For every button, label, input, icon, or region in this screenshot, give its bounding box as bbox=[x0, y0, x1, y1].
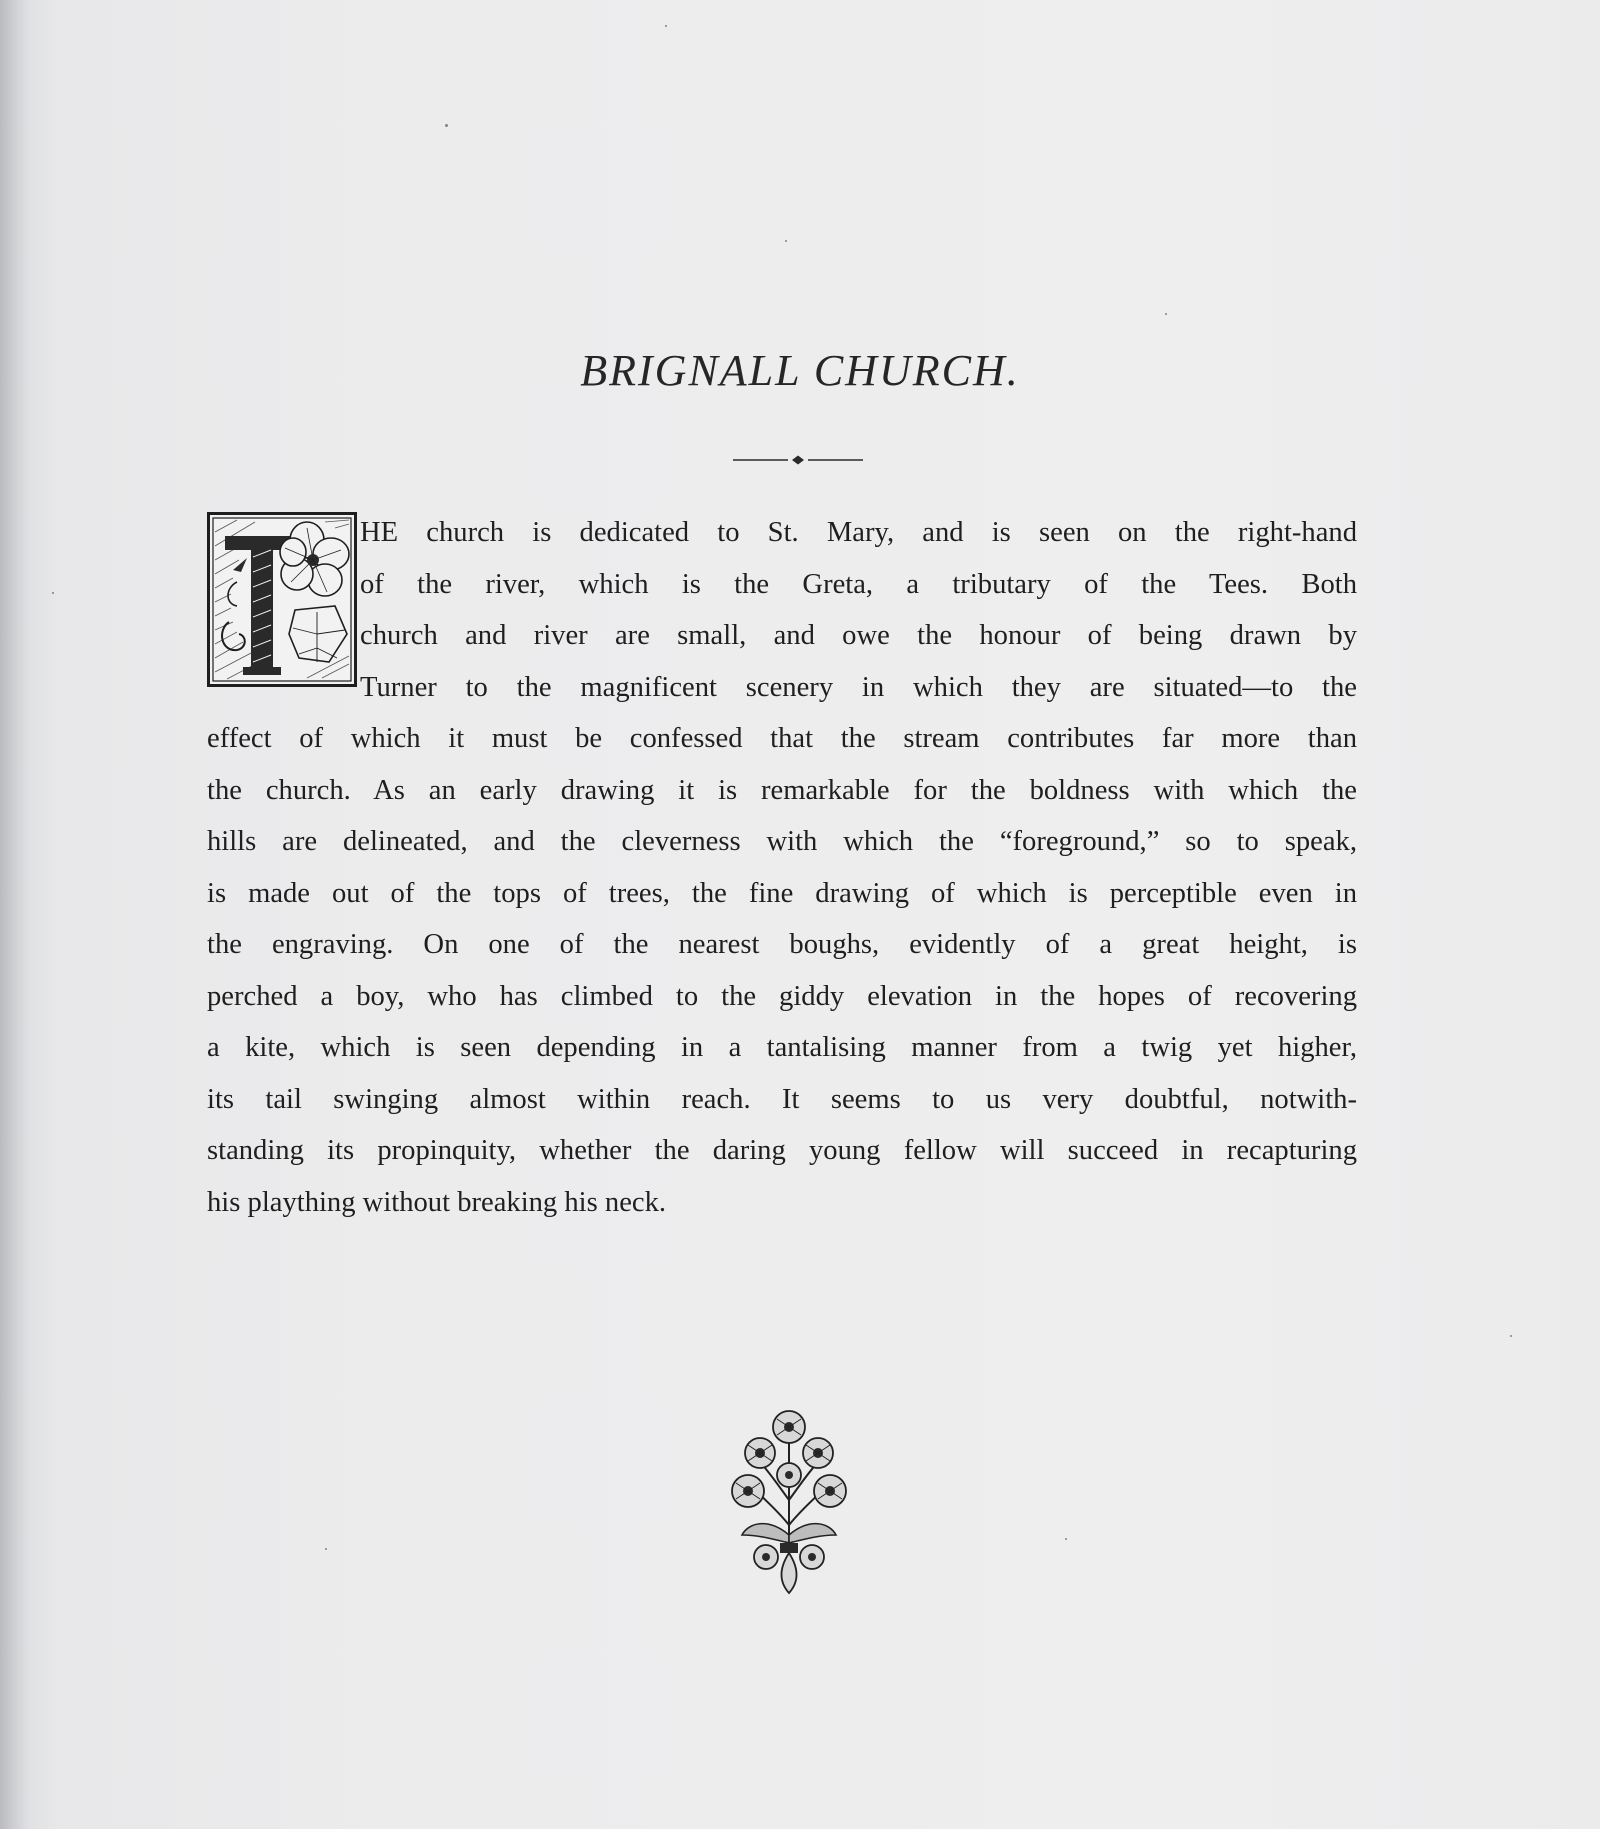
text-line: hills are delineated, and the cleverness with which the “foreground,” so to speak, bbox=[207, 826, 1357, 857]
text-line: perched a boy, who has climbed to the giddy elevation in the hopes of recovering bbox=[207, 980, 1357, 1012]
paper-speck bbox=[325, 1548, 327, 1550]
paper-speck bbox=[665, 25, 667, 27]
paper-speck bbox=[445, 124, 448, 127]
text-line: is made out of the tops of trees, the fine drawing of which is perceptible even in bbox=[207, 877, 1357, 909]
text-line: standing its propinquity, whether the daring young fellow will succeed in recapturing bbox=[207, 1135, 1357, 1166]
paper-speck bbox=[1065, 1538, 1067, 1540]
text-line: a kite, which is seen depending in a tantalising manner from a twig yet higher, bbox=[207, 1032, 1357, 1063]
text-line: effect of which it must be confessed that the stream contributes far more than bbox=[207, 723, 1357, 754]
paper-speck bbox=[1510, 1335, 1512, 1337]
text-line: of the river, which is the Greta, a tributary of the Tees. Both bbox=[360, 568, 1357, 600]
text-line: his plaything without breaking his neck. bbox=[207, 1186, 667, 1218]
text-line: church and river are small, and owe the honour of being drawn by bbox=[360, 620, 1357, 651]
text-line: the engraving. On one of the nearest boughs, evidently of a great height, is bbox=[207, 929, 1357, 960]
diamond-rule-icon bbox=[733, 452, 863, 468]
paper-speck bbox=[52, 592, 54, 594]
text-line: Turner to the magnificent scenery in which they are situated—to the bbox=[360, 671, 1357, 703]
paper-speck bbox=[785, 240, 787, 242]
floral-tailpiece-icon bbox=[728, 1405, 850, 1595]
paper-speck bbox=[1165, 313, 1167, 315]
text-line: its tail swinging almost within reach. It seems to us very doubtful, notwith- bbox=[207, 1083, 1357, 1115]
page-title: BRIGNALL CHURCH. bbox=[580, 346, 1020, 395]
text-line: HE church is dedicated to St. Mary, and is seen on the right-hand bbox=[360, 517, 1357, 548]
body-paragraph bbox=[207, 507, 1357, 1228]
text-line: the church. As an early drawing it is remarkable for the boldness with which the bbox=[207, 774, 1357, 806]
